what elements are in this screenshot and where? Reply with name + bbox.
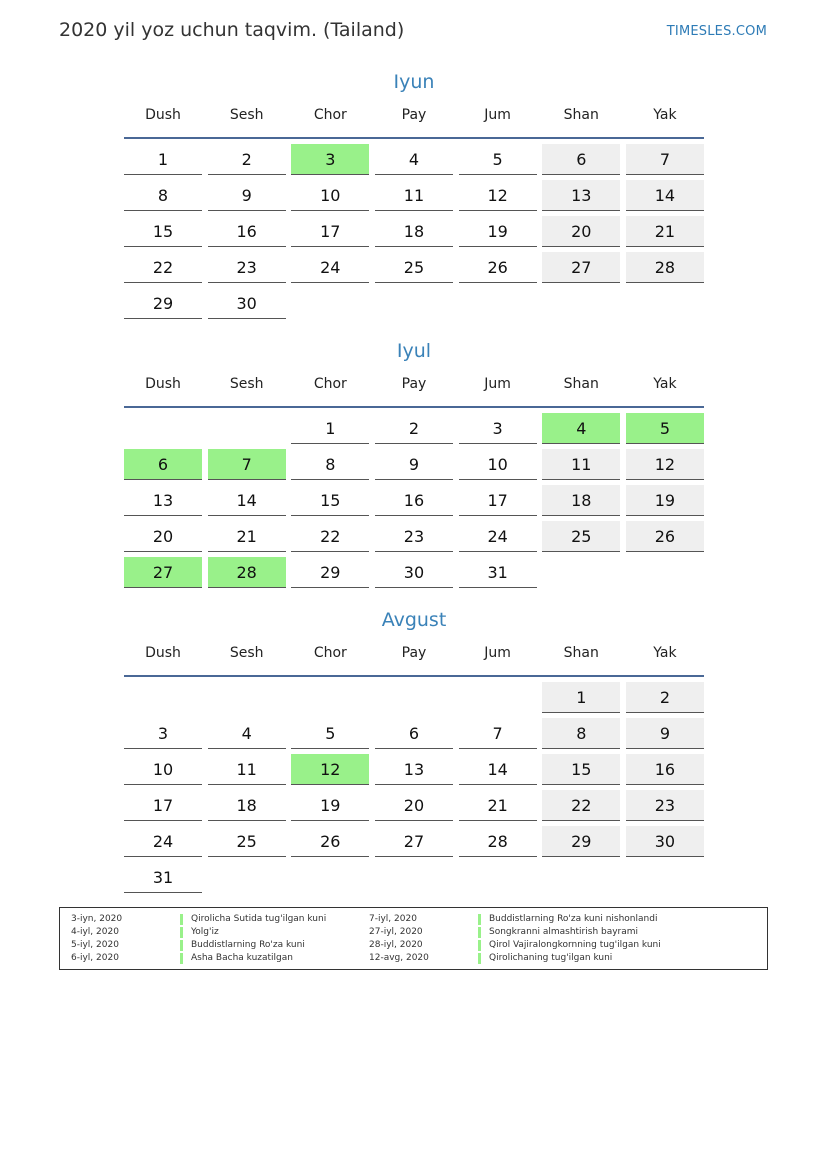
weekend-day-cell: 28	[626, 252, 704, 283]
empty-day-cell	[291, 288, 369, 319]
week-row	[124, 862, 704, 898]
day-cell: 23	[208, 252, 286, 283]
day-cell: 13	[375, 754, 453, 785]
weekend-day-cell: 15	[542, 754, 620, 785]
weekday-label: Jum	[484, 376, 511, 392]
day-cell: 10	[124, 754, 202, 785]
holiday-day-cell: 4	[542, 413, 620, 444]
week-row	[124, 449, 704, 485]
weekday-label: Dush	[145, 645, 181, 661]
day-cell: 18	[208, 790, 286, 821]
day-cell: 21	[459, 790, 537, 821]
day-cell: 27	[375, 826, 453, 857]
week-row	[124, 790, 704, 826]
header-divider	[124, 137, 704, 139]
weekday-label: Dush	[145, 376, 181, 392]
holiday-day-cell: 5	[626, 413, 704, 444]
weekday-header	[124, 107, 704, 129]
weekday-header	[124, 645, 704, 667]
week-row	[124, 557, 704, 593]
month-title: Iyul	[396, 340, 432, 362]
week-row	[124, 252, 704, 288]
week-row	[124, 754, 704, 790]
legend-date: 3-iyn, 2020	[71, 914, 123, 924]
legend-holiday-name: Qirol Vajiralongkornning tug'ilgan kuni	[478, 940, 661, 951]
day-cell: 22	[124, 252, 202, 283]
day-cell: 25	[208, 826, 286, 857]
day-cell: 6	[375, 718, 453, 749]
weekday-header	[124, 376, 704, 398]
day-cell: 20	[124, 521, 202, 552]
weekend-day-cell: 8	[542, 718, 620, 749]
weekend-day-cell: 30	[626, 826, 704, 857]
weekday-label: Chor	[313, 376, 347, 392]
legend-holiday-name: Qirolichaning tug'ilgan kuni	[478, 953, 612, 964]
weekend-day-cell: 21	[626, 216, 704, 247]
weekend-day-cell: 12	[626, 449, 704, 480]
weekend-day-cell: 7	[626, 144, 704, 175]
day-cell: 15	[291, 485, 369, 516]
day-cell: 17	[459, 485, 537, 516]
month-calendar	[124, 68, 704, 324]
day-cell: 14	[208, 485, 286, 516]
weekday-label: Jum	[484, 645, 511, 661]
legend-date: 6-iyl, 2020	[71, 953, 119, 963]
day-cell: 25	[375, 252, 453, 283]
weekday-label: Dush	[145, 107, 181, 123]
month-title: Avgust	[381, 609, 447, 631]
holiday-day-cell: 7	[208, 449, 286, 480]
weekend-day-cell: 25	[542, 521, 620, 552]
weekend-day-cell: 6	[542, 144, 620, 175]
empty-day-cell	[459, 288, 537, 319]
empty-day-cell	[375, 288, 453, 319]
empty-day-cell	[291, 862, 369, 893]
holiday-day-cell: 28	[208, 557, 286, 588]
day-cell: 26	[291, 826, 369, 857]
legend-holiday-name: Songkranni almashtirish bayrami	[478, 927, 638, 938]
weekday-label: Shan	[563, 645, 599, 661]
day-cell: 16	[375, 485, 453, 516]
day-cell: 5	[291, 718, 369, 749]
day-cell: 11	[375, 180, 453, 211]
day-cell: 2	[375, 413, 453, 444]
weekend-day-cell: 2	[626, 682, 704, 713]
day-cell: 24	[291, 252, 369, 283]
header-divider	[124, 406, 704, 408]
weekday-label: Pay	[401, 107, 427, 123]
empty-day-cell	[626, 288, 704, 319]
weekend-day-cell: 23	[626, 790, 704, 821]
weekend-day-cell: 16	[626, 754, 704, 785]
week-row	[124, 216, 704, 252]
weekend-day-cell: 29	[542, 826, 620, 857]
weekend-day-cell: 20	[542, 216, 620, 247]
legend-date: 4-iyl, 2020	[71, 927, 119, 937]
day-cell: 23	[375, 521, 453, 552]
day-cell: 22	[291, 521, 369, 552]
legend-holiday-name: Qirolicha Sutida tug'ilgan kuni	[180, 914, 326, 925]
month-calendar	[124, 606, 704, 898]
weekday-label: Chor	[313, 107, 347, 123]
day-cell: 30	[208, 288, 286, 319]
weekend-day-cell: 13	[542, 180, 620, 211]
holiday-day-cell: 6	[124, 449, 202, 480]
day-cell: 8	[291, 449, 369, 480]
day-cell: 3	[124, 718, 202, 749]
weekday-label: Jum	[484, 107, 511, 123]
day-cell: 17	[291, 216, 369, 247]
day-cell: 24	[124, 826, 202, 857]
day-cell: 4	[208, 718, 286, 749]
weekend-day-cell: 26	[626, 521, 704, 552]
weekday-label: Sesh	[229, 107, 264, 123]
legend-date: 28-iyl, 2020	[369, 940, 423, 950]
day-cell: 15	[124, 216, 202, 247]
day-cell: 31	[459, 557, 537, 588]
day-cell: 13	[124, 485, 202, 516]
weekend-day-cell: 27	[542, 252, 620, 283]
day-cell: 9	[375, 449, 453, 480]
holiday-day-cell: 3	[291, 144, 369, 175]
weekday-label: Yak	[653, 376, 677, 392]
empty-day-cell	[459, 682, 537, 713]
week-row	[124, 718, 704, 754]
empty-day-cell	[542, 862, 620, 893]
empty-day-cell	[459, 862, 537, 893]
weekend-day-cell: 18	[542, 485, 620, 516]
weekend-day-cell: 22	[542, 790, 620, 821]
empty-day-cell	[291, 682, 369, 713]
weekday-label: Sesh	[229, 645, 264, 661]
empty-day-cell	[542, 557, 620, 588]
day-cell: 2	[208, 144, 286, 175]
legend-date: 7-iyl, 2020	[369, 914, 417, 924]
weekend-day-cell: 11	[542, 449, 620, 480]
header-divider	[124, 675, 704, 677]
day-cell: 20	[375, 790, 453, 821]
holiday-legend	[59, 907, 768, 970]
day-cell: 11	[208, 754, 286, 785]
holiday-day-cell: 27	[124, 557, 202, 588]
day-cell: 17	[124, 790, 202, 821]
month-calendar	[124, 337, 704, 593]
legend-holiday-name: Yolg'iz	[180, 927, 219, 938]
empty-day-cell	[375, 682, 453, 713]
week-row	[124, 682, 704, 718]
month-title: Iyun	[393, 71, 435, 93]
weekday-label: Shan	[563, 376, 599, 392]
weekday-label: Yak	[653, 107, 677, 123]
day-cell: 16	[208, 216, 286, 247]
legend-holiday-name: Asha Bacha kuzatilgan	[180, 953, 293, 964]
site-link[interactable]: TIMESLES.COM	[666, 24, 767, 39]
week-row	[124, 485, 704, 521]
day-cell: 5	[459, 144, 537, 175]
weekday-label: Pay	[401, 645, 427, 661]
weekend-day-cell: 9	[626, 718, 704, 749]
day-cell: 24	[459, 521, 537, 552]
day-cell: 9	[208, 180, 286, 211]
day-cell: 30	[375, 557, 453, 588]
weekend-day-cell: 14	[626, 180, 704, 211]
day-cell: 18	[375, 216, 453, 247]
empty-day-cell	[208, 413, 286, 444]
week-row	[124, 413, 704, 449]
legend-date: 5-iyl, 2020	[71, 940, 119, 950]
holiday-day-cell: 12	[291, 754, 369, 785]
weekday-label: Sesh	[229, 376, 264, 392]
empty-day-cell	[542, 288, 620, 319]
legend-holiday-name: Buddistlarning Ro'za kuni	[180, 940, 305, 951]
day-cell: 10	[459, 449, 537, 480]
empty-day-cell	[124, 413, 202, 444]
day-cell: 12	[459, 180, 537, 211]
day-cell: 1	[291, 413, 369, 444]
empty-day-cell	[208, 682, 286, 713]
day-cell: 29	[291, 557, 369, 588]
day-cell: 4	[375, 144, 453, 175]
week-row	[124, 521, 704, 557]
page-title: 2020 yil yoz uchun taqvim. (Tailand)	[59, 19, 405, 41]
weekday-label: Shan	[563, 107, 599, 123]
day-cell: 7	[459, 718, 537, 749]
day-cell: 31	[124, 862, 202, 893]
day-cell: 21	[208, 521, 286, 552]
empty-day-cell	[626, 557, 704, 588]
week-row	[124, 826, 704, 862]
day-cell: 29	[124, 288, 202, 319]
day-cell: 1	[124, 144, 202, 175]
legend-holiday-name: Buddistlarning Ro'za kuni nishonlandi	[478, 914, 657, 925]
empty-day-cell	[375, 862, 453, 893]
week-row	[124, 180, 704, 216]
day-cell: 19	[459, 216, 537, 247]
empty-day-cell	[626, 862, 704, 893]
empty-day-cell	[124, 682, 202, 713]
weekend-day-cell: 19	[626, 485, 704, 516]
weekend-day-cell: 1	[542, 682, 620, 713]
day-cell: 14	[459, 754, 537, 785]
day-cell: 19	[291, 790, 369, 821]
day-cell: 28	[459, 826, 537, 857]
day-cell: 3	[459, 413, 537, 444]
day-cell: 8	[124, 180, 202, 211]
day-cell: 10	[291, 180, 369, 211]
legend-date: 12-avg, 2020	[369, 953, 429, 963]
weekday-label: Yak	[653, 645, 677, 661]
week-row	[124, 288, 704, 324]
empty-day-cell	[208, 862, 286, 893]
weekday-label: Chor	[313, 645, 347, 661]
legend-date: 27-iyl, 2020	[369, 927, 423, 937]
weekday-label: Pay	[401, 376, 427, 392]
week-row	[124, 144, 704, 180]
day-cell: 26	[459, 252, 537, 283]
